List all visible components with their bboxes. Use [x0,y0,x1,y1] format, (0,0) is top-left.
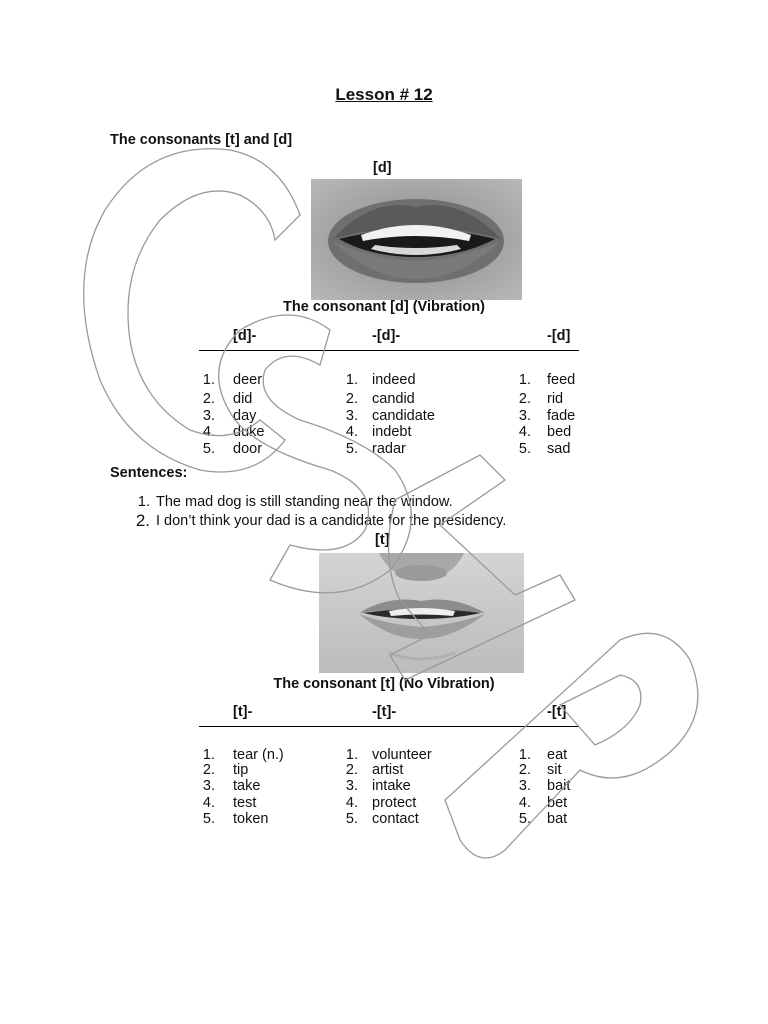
list-number: 4. [345,424,358,440]
list-item: sit [547,762,562,778]
list-item: indebt [372,424,412,440]
list-item: token [233,811,269,827]
sentence-text: The mad dog is still standing near the window. [156,494,453,510]
list-item: candid [372,391,415,407]
list-item: bed [547,424,572,440]
d-image-label: [d] [373,160,392,176]
list-number: 1. [345,747,358,763]
list-item: bet [547,795,568,811]
list-item: rid [547,391,564,407]
list-number: 5. [202,811,215,827]
list-number: 5. [518,441,531,457]
list-item: bat [547,811,568,827]
list-number: 3. [202,408,215,424]
sentence-number: 2. [135,511,150,530]
t-image-label: [t] [375,532,390,548]
sentences-heading: Sentences: [110,465,188,481]
list-item: day [233,408,257,424]
page-title: Lesson # 12 [335,85,433,104]
list-item: duke [233,424,265,440]
list-item: intake [372,778,411,794]
list-item: volunteer [372,747,432,763]
sentence-text: I don’t think your dad is a candidate for the presidency. [156,513,507,529]
list-number: 2. [345,762,358,778]
list-item: contact [372,811,419,827]
list-item: eat [547,747,568,763]
list-number: 3. [518,778,531,794]
list-item: feed [547,372,576,388]
list-number: 2. [202,391,215,407]
list-item: artist [372,762,404,778]
section-heading: The consonants [t] and [d] [110,132,293,148]
list-item: bait [547,778,571,794]
list-number: 3. [518,408,531,424]
list-number: 5. [345,811,358,827]
t-header-medial: -[t]- [372,704,397,720]
list-item: radar [372,441,406,457]
list-item: fade [547,408,576,424]
d-header-initial: [d]- [233,328,257,344]
list-number: 1. [518,372,531,388]
t-header-final: -[t] [547,704,567,720]
list-number: 3. [202,778,215,794]
t-header-rule [199,726,579,727]
list-item: indeed [372,372,416,388]
list-number: 4. [518,795,531,811]
list-item: candidate [372,408,435,424]
d-header-rule [199,350,579,351]
list-number: 4. [345,795,358,811]
list-number: 4. [202,795,215,811]
list-item: tear (n.) [233,747,284,763]
list-item: take [233,778,261,794]
t-caption: The consonant [t] (No Vibration) [273,676,495,692]
list-number: 1. [202,747,215,763]
list-item: did [233,391,253,407]
list-number: 1. [518,747,531,763]
sentence-number: 1. [137,494,150,510]
list-number: 2. [518,762,531,778]
list-number: 2. [202,762,215,778]
list-item: sad [547,441,571,457]
list-number: 1. [202,372,215,388]
list-item: door [233,441,263,457]
d-header-final: -[d] [547,328,571,344]
d-mouth-photo [311,179,522,300]
d-caption: The consonant [d] (Vibration) [283,299,485,315]
list-number: 2. [345,391,358,407]
list-item: deer [233,372,263,388]
list-number: 4. [518,424,531,440]
list-item: tip [233,762,249,778]
list-number: 3. [345,778,358,794]
t-header-initial: [t]- [233,704,253,720]
list-number: 4. [202,424,215,440]
list-number: 5. [202,441,215,457]
list-number: 2. [518,391,531,407]
list-item: test [233,795,257,811]
list-item: protect [372,795,417,811]
list-number: 3. [345,408,358,424]
list-number: 5. [518,811,531,827]
list-number: 1. [345,372,358,388]
list-number: 5. [345,441,358,457]
d-header-medial: -[d]- [372,328,401,344]
t-mouth-photo [319,553,524,673]
